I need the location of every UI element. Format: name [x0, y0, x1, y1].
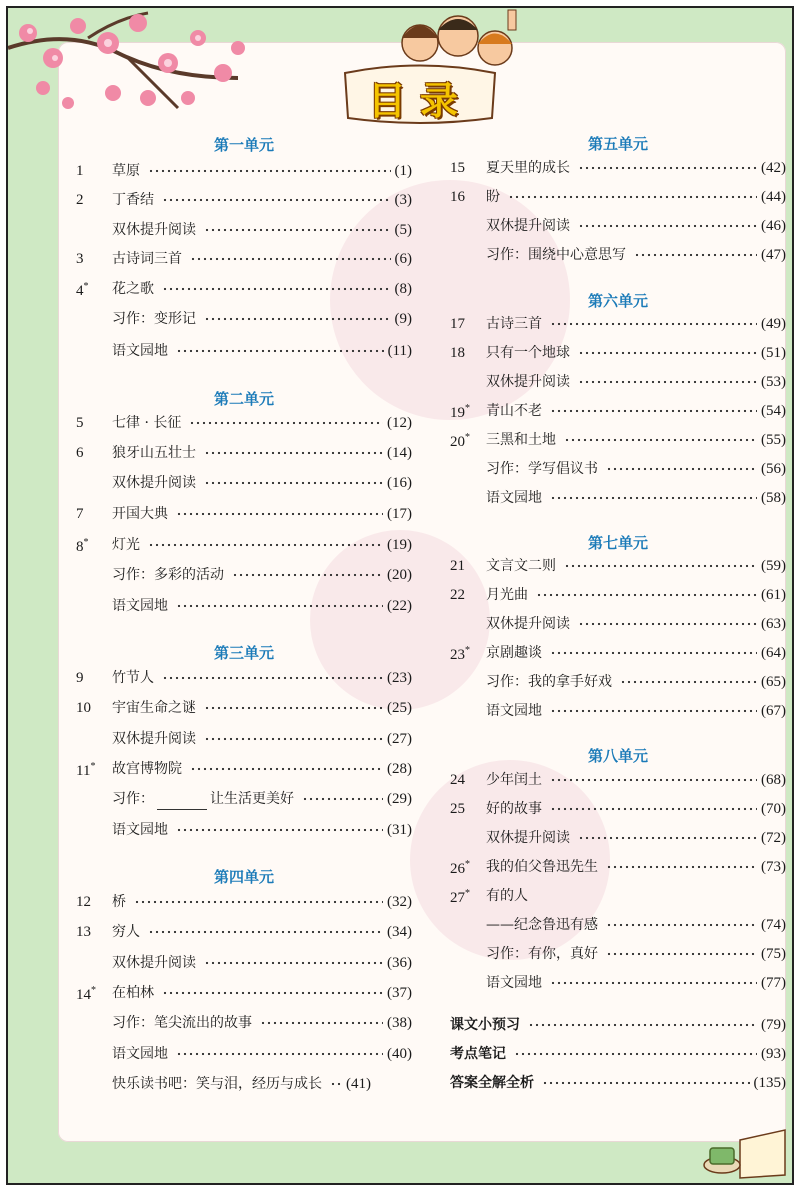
- fill-in-blank: [157, 796, 207, 810]
- entry-title: 答案全解全析: [450, 1075, 534, 1091]
- entry-title: 习作： 让生活更美好: [112, 788, 298, 810]
- leader-dots: [578, 351, 757, 355]
- page-number: (9): [394, 311, 412, 327]
- entry-title: 灯光: [112, 537, 140, 553]
- leader-dots: [204, 317, 391, 321]
- toc-entry[interactable]: [450, 613, 786, 635]
- page-number: (54): [761, 403, 786, 419]
- toc-entry[interactable]: [450, 157, 786, 179]
- title-banner: [340, 58, 500, 128]
- page-number: (41): [346, 1076, 371, 1092]
- entry-title: 课文小预习: [450, 1017, 520, 1033]
- lesson-number: 20*: [450, 432, 470, 450]
- toc-entry[interactable]: [76, 697, 412, 719]
- entry-title: 语文园地: [112, 598, 168, 614]
- leader-dots: [578, 622, 757, 626]
- leader-dots: [190, 257, 391, 261]
- lesson-number: 18: [450, 345, 465, 361]
- page-number: (19): [387, 537, 412, 553]
- entry-title: 京剧趣谈: [486, 645, 542, 661]
- toc-entry[interactable]: [76, 982, 412, 1004]
- page-number: (37): [387, 985, 412, 1001]
- toc-entry[interactable]: [76, 412, 412, 434]
- page-number: (5): [394, 222, 412, 238]
- page-number: (51): [761, 345, 786, 361]
- lesson-number: 19*: [450, 403, 470, 421]
- entry-title: 双休提升阅读: [112, 475, 196, 491]
- entry-title: 习作：围绕中心意思写: [486, 247, 626, 263]
- toc-entry[interactable]: [450, 1014, 786, 1036]
- page-number: (25): [387, 700, 412, 716]
- toc-entry[interactable]: [76, 278, 412, 300]
- lesson-number: 2: [76, 192, 84, 208]
- entry-title: 语文园地: [112, 1046, 168, 1062]
- lesson-number: 5: [76, 415, 84, 431]
- page-number: (36): [387, 955, 412, 971]
- page-number: (46): [761, 218, 786, 234]
- entry-title: 语文园地: [486, 490, 542, 506]
- leader-dots: [232, 573, 383, 577]
- page-number: (14): [387, 445, 412, 461]
- leader-dots: [204, 228, 391, 232]
- leader-dots: [606, 952, 757, 956]
- leader-dots: [620, 680, 757, 684]
- leader-dots: [606, 923, 757, 927]
- page-number: (1): [394, 163, 412, 179]
- leader-dots: [606, 467, 757, 471]
- toc-entry[interactable]: [76, 728, 412, 750]
- entry-title: 语文园地: [486, 975, 542, 991]
- toc-entry[interactable]: [450, 186, 786, 208]
- lesson-number: 6: [76, 445, 84, 461]
- lesson-number: 11*: [76, 761, 96, 779]
- toc-entry[interactable]: [76, 472, 412, 494]
- entry-title: 双休提升阅读: [486, 616, 570, 632]
- toc-entry[interactable]: [76, 952, 412, 974]
- toc-entry[interactable]: [450, 215, 786, 237]
- page-number: (55): [761, 432, 786, 448]
- entry-title: 只有一个地球: [486, 345, 570, 361]
- entry-title: 月光曲: [486, 587, 528, 603]
- entry-title: 语文园地: [486, 703, 542, 719]
- toc-entry[interactable]: [450, 429, 786, 451]
- page-number: (61): [761, 587, 786, 603]
- toc-entry[interactable]: [76, 534, 412, 556]
- toc-entry[interactable]: [76, 1073, 412, 1095]
- leader-dots: [578, 380, 757, 384]
- leader-dots: [260, 1021, 383, 1025]
- leader-dots: [564, 564, 757, 568]
- entry-title: 双休提升阅读: [112, 222, 196, 238]
- leader-dots: [176, 1052, 383, 1056]
- unit-heading: 第七单元: [587, 534, 648, 552]
- entry-title: 宇宙生命之谜: [112, 700, 196, 716]
- entry-title: 快乐读书吧：笑与泪，经历与成长: [112, 1076, 322, 1092]
- entry-title: 双休提升阅读: [486, 830, 570, 846]
- leader-dots: [204, 737, 383, 741]
- leader-dots: [302, 797, 383, 801]
- cherry-blossom-decoration: [8, 8, 258, 118]
- leader-dots: [514, 1052, 757, 1056]
- page-number: (3): [394, 192, 412, 208]
- entry-title: 好的故事: [486, 801, 542, 817]
- page-number: (20): [387, 567, 412, 583]
- page-number: (29): [387, 791, 412, 807]
- toc-entry[interactable]: [450, 458, 786, 480]
- page-number: (73): [761, 859, 786, 875]
- entry-title: 丁香结: [112, 192, 154, 208]
- toc-entry[interactable]: [450, 914, 786, 936]
- leader-dots: [176, 349, 384, 353]
- leader-dots: [550, 409, 757, 413]
- page-number: (49): [761, 316, 786, 332]
- page-number: (27): [387, 731, 412, 747]
- toc-entry[interactable]: [76, 219, 412, 241]
- entry-title: 盼: [486, 189, 500, 205]
- entry-title: 有的人: [486, 888, 528, 904]
- leader-dots: [204, 961, 383, 965]
- leader-dots: [176, 828, 383, 832]
- leader-dots: [176, 512, 383, 516]
- leader-dots: [162, 287, 391, 291]
- leader-dots: [176, 604, 383, 608]
- leader-dots: [550, 981, 757, 985]
- entry-title: ——纪念鲁迅有感: [486, 917, 598, 933]
- toc-entry[interactable]: [450, 313, 786, 335]
- toc-entry[interactable]: [450, 856, 786, 878]
- page-number: (53): [761, 374, 786, 390]
- toc-entry[interactable]: [76, 758, 412, 780]
- page-number: (23): [387, 670, 412, 686]
- leader-dots: [204, 481, 383, 485]
- entry-title: 习作：笔尖流出的故事: [112, 1015, 252, 1031]
- toc-entry[interactable]: [450, 371, 786, 393]
- lesson-number: 3: [76, 251, 84, 267]
- entry-title: 双休提升阅读: [112, 731, 196, 747]
- toc-entry[interactable]: [450, 244, 786, 266]
- lesson-number: 1: [76, 163, 84, 179]
- toc-entry[interactable]: [450, 943, 786, 965]
- toc-entry[interactable]: [76, 1043, 412, 1065]
- leader-dots: [550, 709, 757, 713]
- entry-title: 习作：学写倡议书: [486, 461, 598, 477]
- entry-title: 考点笔记: [450, 1046, 506, 1062]
- lesson-number: 7: [76, 506, 84, 522]
- unit-heading: 第三单元: [213, 644, 274, 662]
- entry-title: 习作：我的拿手好戏: [486, 674, 612, 690]
- page-number: (93): [761, 1046, 786, 1062]
- lesson-number: 10: [76, 700, 91, 716]
- leader-dots: [606, 865, 757, 869]
- toc-entry[interactable]: [450, 642, 786, 664]
- page-number: (74): [761, 917, 786, 933]
- lesson-number: 17: [450, 316, 465, 332]
- entry-title: 少年闰土: [486, 772, 542, 788]
- entry-title: 习作：变形记: [112, 311, 196, 327]
- toc-entry[interactable]: [76, 340, 412, 362]
- toc-entry[interactable]: [450, 1043, 786, 1065]
- page-number: (38): [387, 1015, 412, 1031]
- leader-dots: [148, 930, 383, 934]
- entry-title: 语文园地: [112, 822, 168, 838]
- page-number: (58): [761, 490, 786, 506]
- lesson-number: 25: [450, 801, 465, 817]
- entry-title: 文言文二则: [486, 558, 556, 574]
- lesson-number: 26*: [450, 859, 470, 877]
- lesson-number: 24: [450, 772, 465, 788]
- leader-dots: [542, 1081, 750, 1085]
- page-number: (68): [761, 772, 786, 788]
- entry-title: 竹节人: [112, 670, 154, 686]
- page-number: (47): [761, 247, 786, 263]
- page-number: (42): [761, 160, 786, 176]
- page-number: (44): [761, 189, 786, 205]
- entry-title: 开国大典: [112, 506, 168, 522]
- toc-entry[interactable]: [76, 667, 412, 689]
- page-number: (22): [387, 598, 412, 614]
- unit-heading: 第五单元: [587, 135, 648, 153]
- entry-title: 夏天里的成长: [486, 160, 570, 176]
- page-number: (28): [387, 761, 412, 777]
- unit-heading: 第一单元: [213, 136, 274, 154]
- page-number: (70): [761, 801, 786, 817]
- entry-title: 古诗词三首: [112, 251, 182, 267]
- toc-entry[interactable]: [450, 798, 786, 820]
- leader-dots: [528, 1023, 757, 1027]
- entry-title: 故宫博物院: [112, 761, 182, 777]
- page-number: (12): [387, 415, 412, 431]
- page-number: (34): [387, 924, 412, 940]
- toc-entry[interactable]: [450, 555, 786, 577]
- unit-heading: 第二单元: [213, 390, 274, 408]
- leader-dots: [508, 195, 757, 199]
- leader-dots: [190, 767, 383, 771]
- lesson-number: 14*: [76, 985, 96, 1003]
- entry-title: 三黑和土地: [486, 432, 556, 448]
- page-number: (65): [761, 674, 786, 690]
- leader-dots: [330, 1082, 342, 1086]
- leader-dots: [134, 900, 383, 904]
- leader-dots: [578, 166, 757, 170]
- leader-dots: [162, 991, 383, 995]
- leader-dots: [189, 421, 383, 425]
- toc-entry[interactable]: [76, 503, 412, 525]
- entry-title: 双休提升阅读: [486, 218, 570, 234]
- page-number: (59): [761, 558, 786, 574]
- page-number: (8): [394, 281, 412, 297]
- toc-entry[interactable]: [76, 891, 412, 913]
- lesson-number: 16: [450, 189, 465, 205]
- leader-dots: [550, 778, 757, 782]
- entry-title: 习作：有你，真好: [486, 946, 598, 962]
- toc-entry[interactable]: [76, 160, 412, 182]
- toc-entry[interactable]: [450, 584, 786, 606]
- entry-title: 习作：多彩的活动: [112, 567, 224, 583]
- page-number: (11): [387, 343, 412, 359]
- entry-title: 双休提升阅读: [112, 955, 196, 971]
- entry-title: 我的伯父鲁迅先生: [486, 859, 598, 875]
- toc-entry[interactable]: [450, 827, 786, 849]
- leader-dots: [148, 543, 383, 547]
- lesson-number: 15: [450, 160, 465, 176]
- toc-entry[interactable]: [76, 1012, 412, 1034]
- lesson-number: 27*: [450, 888, 470, 906]
- lesson-number: 4*: [76, 281, 89, 299]
- toc-entry[interactable]: [76, 248, 412, 270]
- toc-entry[interactable]: [450, 1072, 786, 1094]
- page-number: (40): [387, 1046, 412, 1062]
- entry-title: 语文园地: [112, 343, 168, 359]
- lesson-number: 13: [76, 924, 91, 940]
- lesson-number: 22: [450, 587, 465, 603]
- toc-entry[interactable]: [450, 885, 786, 907]
- entry-title: 穷人: [112, 924, 140, 940]
- entry-title: 狼牙山五壮士: [112, 445, 196, 461]
- toc-entry[interactable]: [76, 308, 412, 330]
- page-number: (16): [387, 475, 412, 491]
- lesson-number: 23*: [450, 645, 470, 663]
- toc-entry[interactable]: [450, 400, 786, 422]
- toc-entry[interactable]: [450, 342, 786, 364]
- lesson-number: 9: [76, 670, 84, 686]
- entry-title: 花之歌: [112, 281, 154, 297]
- page-number: (79): [761, 1017, 786, 1033]
- page-number: (135): [753, 1075, 786, 1091]
- page-number: (77): [761, 975, 786, 991]
- leader-dots: [578, 836, 757, 840]
- entry-title: 古诗三首: [486, 316, 542, 332]
- toc-entry[interactable]: [76, 595, 412, 617]
- leader-dots: [536, 593, 757, 597]
- leader-dots: [550, 322, 757, 326]
- leader-dots: [550, 496, 757, 500]
- page-number: (17): [387, 506, 412, 522]
- page-number: (63): [761, 616, 786, 632]
- toc-entry[interactable]: [450, 671, 786, 693]
- leader-dots: [204, 451, 383, 455]
- tea-and-book-decoration: [700, 1120, 790, 1180]
- toc-entry[interactable]: [450, 700, 786, 722]
- toc-entry[interactable]: [76, 564, 412, 586]
- lesson-number: 21: [450, 558, 465, 574]
- page-number: (56): [761, 461, 786, 477]
- leader-dots: [162, 198, 391, 202]
- page-number: (6): [394, 251, 412, 267]
- page-number: (31): [387, 822, 412, 838]
- unit-heading: 第六单元: [587, 292, 648, 310]
- leader-dots: [564, 438, 757, 442]
- entry-title: 双休提升阅读: [486, 374, 570, 390]
- page-title: 目录: [367, 79, 472, 123]
- toc-entry[interactable]: [450, 769, 786, 791]
- entry-title: 在柏林: [112, 985, 154, 1001]
- entry-title: 草原: [112, 163, 140, 179]
- page-number: (32): [387, 894, 412, 910]
- entry-title: 青山不老: [486, 403, 542, 419]
- toc-entry[interactable]: [76, 442, 412, 464]
- leader-dots: [550, 651, 757, 655]
- page-number: (72): [761, 830, 786, 846]
- entry-title: 七律 · 长征: [112, 415, 182, 431]
- toc-entry[interactable]: [450, 972, 786, 994]
- toc-entry[interactable]: [76, 819, 412, 841]
- toc-entry[interactable]: [76, 788, 412, 810]
- entry-title: 桥: [112, 894, 126, 910]
- leader-dots: [204, 706, 383, 710]
- lesson-number: 8*: [76, 537, 89, 555]
- page-number: (67): [761, 703, 786, 719]
- toc-entry[interactable]: [450, 487, 786, 509]
- leader-dots: [162, 676, 383, 680]
- leader-dots: [578, 224, 757, 228]
- page-number: (64): [761, 645, 786, 661]
- toc-entry[interactable]: [76, 921, 412, 943]
- lesson-number: 12: [76, 894, 91, 910]
- unit-heading: 第四单元: [213, 868, 274, 886]
- leader-dots: [634, 253, 757, 257]
- unit-heading: 第八单元: [587, 747, 648, 765]
- leader-dots: [148, 169, 391, 173]
- leader-dots: [550, 807, 757, 811]
- toc-entry[interactable]: [76, 189, 412, 211]
- page-number: (75): [761, 946, 786, 962]
